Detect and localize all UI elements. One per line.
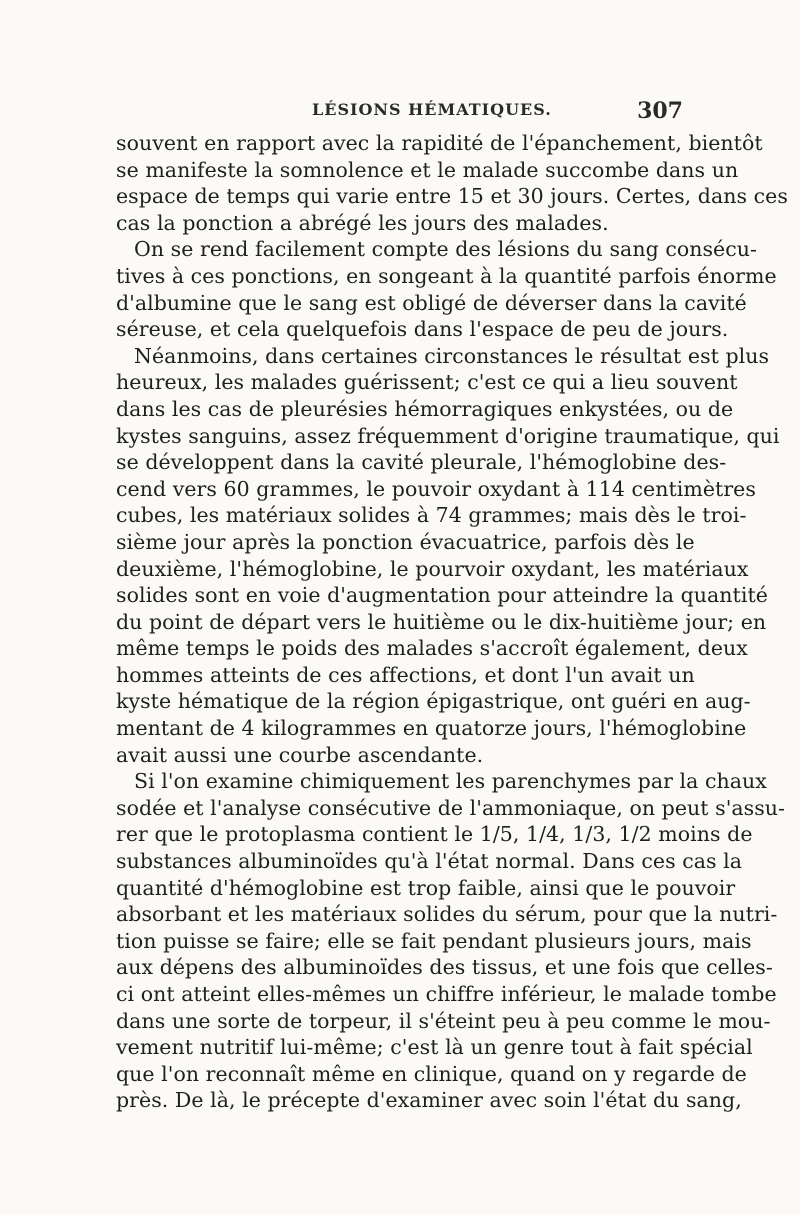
text-line: que l'on reconnaît même en clinique, quand on y regarde de [116,1061,747,1086]
running-head [117,98,683,124]
text-line: se développent dans la cavité pleurale, l'hémoglobine des- [116,450,727,475]
text-line: avait aussi une courbe ascendante. [116,742,484,767]
text-line: kystes sanguins, assez fréquemment d'origine traumatique, qui [116,423,780,448]
text-line: hommes atteints de ces affections, et dont l'un avait un [116,662,695,687]
text-line: du point de départ vers le huitième ou le dix-huitième jour; en [116,609,767,634]
text-line: mentant de 4 kilogrammes en quatorze jours, l'hémoglobine [116,716,747,741]
text-line: sième jour après la ponction évacuatrice, parfois dès le [116,529,695,554]
text-line: deuxième, l'hémoglobine, le pourvoir oxydant, les matériaux [116,556,749,581]
text-line: même temps le poids des malades s'accroît également, deux [116,636,748,661]
page-number: 307 [637,98,683,124]
text-line: kyste hématique de la région épigastrique, ont guéri en aug- [116,689,751,714]
paragraph-start-line: On se rend facilement compte des lésions du sang consécu- [134,237,758,262]
text-line: heureux, les malades guérissent; c'est ce qui a lieu souvent [116,370,738,395]
text-line: solides sont en voie d'augmentation pour atteindre la quantité [116,583,768,608]
text-line: substances albuminoïdes qu'à l'état normal. Dans ces cas la [116,849,743,874]
text-line: cas la ponction a abrégé les jours des malades. [116,210,609,235]
text-line: rer que le protoplasma contient le 1/5, 1/4, 1/3, 1/2 moins de [116,822,753,847]
text-line: vement nutritif lui-même; c'est là un genre tout à fait spécial [116,1035,753,1060]
text-line: séreuse, et cela quelquefois dans l'espace de peu de jours. [116,317,729,342]
paragraph-start-line: Si l'on examine chimiquement les parenchymes par la chaux [134,769,767,794]
text-line: tion puisse se faire; elle se fait pendant plusieurs jours, mais [116,928,752,953]
text-line: cend vers 60 grammes, le pouvoir oxydant à 114 centimètres [116,476,756,501]
text-line: espace de temps qui varie entre 15 et 30 jours. Certes, dans ces [116,184,788,209]
body-text [116,130,788,1114]
text-line: quantité d'hémoglobine est trop faible, ainsi que le pouvoir [116,875,736,900]
text-line: cubes, les matériaux solides à 74 grammes; mais dès le troi- [116,503,747,528]
text-line: dans une sorte de torpeur, il s'éteint peu à peu comme le mou- [116,1008,771,1033]
paragraph-start-line: Néanmoins, dans certaines circonstances le résultat est plus [134,343,770,368]
text-line: absorbant et les matériaux solides du sérum, pour que la nutri- [116,902,778,927]
text-line: souvent en rapport avec la rapidité de l'épanchement, bientôt [116,131,763,155]
text-line: près. De là, le précepte d'examiner avec soin l'état du sang, [116,1088,742,1113]
text-line: dans les cas de pleurésies hémorragiques enkystées, ou de [116,396,734,421]
text-line: ci ont atteint elles-mêmes un chiffre inférieur, le malade tombe [116,982,777,1006]
text-line: se manifeste la somnolence et le malade succombe dans un [116,157,739,182]
text-line: d'albumine que le sang est obligé de déverser dans la cavité [116,290,747,315]
text-line: aux dépens des albuminoïdes des tissus, et une fois que celles- [116,955,773,980]
text-line: tives à ces ponctions, en songeant à la quantité parfois énorme [116,263,777,288]
running-head-title: LÉSIONS HÉMATIQUES. [312,100,552,119]
text-line: sodée et l'analyse consécutive de l'ammoniaque, on peut s'assu- [116,795,786,820]
